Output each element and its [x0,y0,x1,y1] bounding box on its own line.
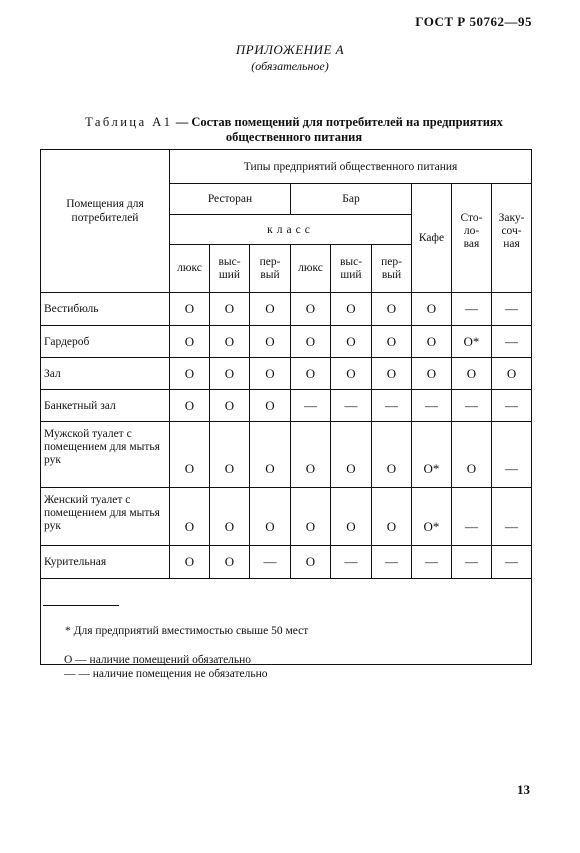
table-cell: O [331,326,372,358]
table-cell: O [170,293,210,326]
table-cell: — [250,546,291,579]
header-canteen: Сто- ло- вая [452,184,492,293]
table-cell: O [291,422,331,488]
header-snack: Заку- соч- ная [492,184,532,293]
table-cell: — [492,390,532,422]
table-cell: — [291,390,331,422]
footnote-separator [43,605,119,606]
table-cell: O [331,422,372,488]
table-cell: O [250,326,291,358]
table-cell: O [291,358,331,390]
rooms-table [40,149,532,665]
table-cell: O [210,422,250,488]
table-cell: O [170,488,210,546]
table-cell: O [331,488,372,546]
legend [64,653,268,681]
table-cell: — [492,326,532,358]
table-cell: — [452,488,492,546]
table-cell: O [412,358,452,390]
header-bar-first: пер- вый [372,245,412,293]
header-restaurant-lux: люкс [170,245,210,293]
table-cell: O [412,293,452,326]
table-cell: O [170,546,210,579]
table-cell: O [250,488,291,546]
table-cell: O [452,358,492,390]
row-name: Мужской туалет с помещением для мытья рук [41,422,170,488]
table-cell: O [372,488,412,546]
table-cell: O [210,390,250,422]
appendix-subtitle: (обязательное) [251,59,329,73]
table-cell: O [210,358,250,390]
row-name: Женский туалет с помещением для мытья рук [41,488,170,546]
table-row [41,546,532,579]
table-cell: — [412,390,452,422]
row-name: Курительная [41,546,170,579]
table-cell: O [170,358,210,390]
table-cell: — [492,488,532,546]
table-cell: — [331,390,372,422]
table-cell: — [492,422,532,488]
table-cell: O [331,293,372,326]
row-name: Вестибюль [41,293,170,326]
table-cell: O [250,293,291,326]
header-class: класс [170,215,412,245]
table-cell: — [492,546,532,579]
table-row [41,326,532,358]
table-cell: O [372,293,412,326]
header-rooms: Помещения для потребителей [41,150,170,293]
footnote-cell [41,579,532,665]
table-cell: O [210,293,250,326]
table-cell: O [170,390,210,422]
table-caption: Таблица А1 — Состав помещений для потребителей на предприятиях общественного питания [44,115,544,145]
page-number: 13 [517,782,530,797]
table-row [41,293,532,326]
table-caption-line2: общественного питания [225,130,363,144]
table-cell: O [210,326,250,358]
table-cell: — [331,546,372,579]
table-cell: O [170,422,210,488]
table-cell: O [170,326,210,358]
table-cell: — [452,546,492,579]
legend-optional: — — наличие помещения не обязательно [64,668,268,680]
header-restaurant-first: пер- вый [250,245,291,293]
row-name: Банкетный зал [41,390,170,422]
table-cell: — [452,293,492,326]
table-cell: — [372,390,412,422]
header-types: Типы предприятий общественного питания [170,150,532,184]
table-cell: O [452,422,492,488]
table-cell: O* [452,326,492,358]
table-cell: O [331,358,372,390]
table-row [41,358,532,390]
table-row [41,422,532,488]
header-cafe: Кафе [412,184,452,293]
table-cell: — [452,390,492,422]
standard-number: ГОСТ Р 50762—95 [415,14,532,29]
table-row [41,488,532,546]
header-restaurant: Ресторан [170,184,291,215]
table-cell: O [291,488,331,546]
table-cell: O [291,293,331,326]
table-cell: O [372,326,412,358]
row-name: Гардероб [41,326,170,358]
header-bar: Бар [291,184,412,215]
table-caption-label: Таблица А1 [85,115,173,129]
table-cell: O [210,546,250,579]
table-cell: O [412,326,452,358]
table-cell: O [372,422,412,488]
header-bar-lux: люкс [291,245,331,293]
table-caption-line1: Состав помещений для потребителей на предприятиях [191,115,503,129]
table-cell: O [210,488,250,546]
table-cell: — [372,546,412,579]
appendix-title: ПРИЛОЖЕНИЕ А [235,42,345,57]
table-cell: O* [412,488,452,546]
header-restaurant-highest: выс- ший [210,245,250,293]
table-cell: O [291,326,331,358]
row-name: Зал [41,358,170,390]
table-cell: — [412,546,452,579]
legend-required: О — наличие помещений обязательно [64,654,252,666]
table-cell: O [372,358,412,390]
table-cell: O [250,390,291,422]
table-row [41,390,532,422]
footnote-row [41,579,532,665]
table-cell: O* [412,422,452,488]
footnote-text: * Для предприятий вместимостью свыше 50 мест [65,625,309,637]
table-cell: O [492,358,532,390]
table-cell: O [291,546,331,579]
table-cell: O [250,358,291,390]
header-bar-highest: выс- ший [331,245,372,293]
table-cell: — [492,293,532,326]
table-cell: O [250,422,291,488]
